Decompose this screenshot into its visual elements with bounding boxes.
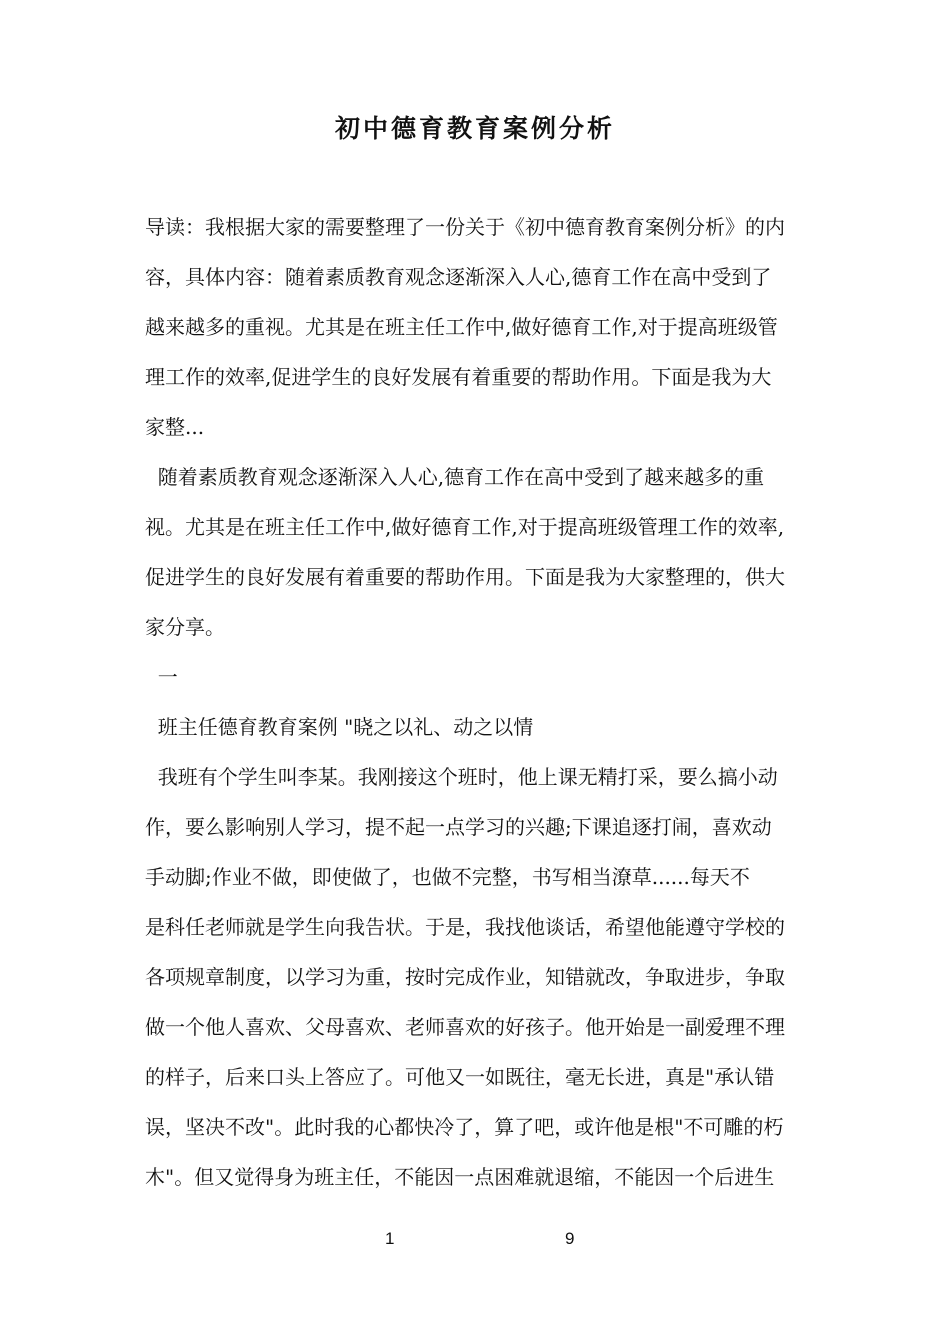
body-line: 视。尤其是在班主任工作中,做好德育工作,对于提高班级管理工作的效率, <box>145 515 785 539</box>
body-line: 手动脚;作业不做，即使做了，也做不完整，书写相当潦草......每天不 <box>145 865 750 889</box>
body-line: 是科任老师就是学生向我告状。于是，我找他谈话，希望他能遵守学校的 <box>145 915 785 939</box>
body-line: 家分享。 <box>145 615 225 639</box>
page-number-current: 1 <box>385 1229 395 1248</box>
page-number-total: 9 <box>565 1229 575 1248</box>
body-line: 理工作的效率,促进学生的良好发展有着重要的帮助作用。下面是我为大 <box>145 365 772 389</box>
body-line: 越来越多的重视。尤其是在班主任工作中,做好德育工作,对于提高班级管 <box>145 315 778 339</box>
body-line: 促进学生的良好发展有着重要的帮助作用。下面是我为大家整理的，供大 <box>145 565 785 589</box>
body-line: 做一个他人喜欢、父母喜欢、老师喜欢的好孩子。他开始是一副爱理不理 <box>145 1015 785 1039</box>
document-title: 初中德育教育案例分析 <box>334 114 615 143</box>
body-line: 木"。但又觉得身为班主任，不能因一点困难就退缩，不能因一个后进生 <box>145 1165 775 1189</box>
body-line: 容，具体内容：随着素质教育观念逐渐深入人心,德育工作在高中受到了 <box>145 265 772 289</box>
body-line: 的样子，后来口头上答应了。可他又一如既往，毫无长进，真是"承认错 <box>145 1065 775 1089</box>
body-line: 随着素质教育观念逐渐深入人心,德育工作在高中受到了越来越多的重 <box>145 465 765 489</box>
body-line: 家整... <box>145 415 205 439</box>
body-line: 我班有个学生叫李某。我刚接这个班时，他上课无精打采，要么搞小动 <box>145 765 778 789</box>
body-line: 导读：我根据大家的需要整理了一份关于《初中德育教育案例分析》的内 <box>145 215 785 239</box>
body-line: 一 <box>145 665 178 689</box>
body-line: 作，要么影响别人学习，提不起一点学习的兴趣;下课追逐打闹，喜欢动 <box>145 815 772 839</box>
body-line: 各项规章制度，以学习为重，按时完成作业，知错就改，争取进步，争取 <box>145 965 785 989</box>
body-line: 班主任德育教育案例 "晓之以礼、动之以情 <box>145 715 534 739</box>
body-line: 误，坚决不改"。此时我的心都快冷了，算了吧，或许他是根"不可雕的朽 <box>145 1115 784 1139</box>
